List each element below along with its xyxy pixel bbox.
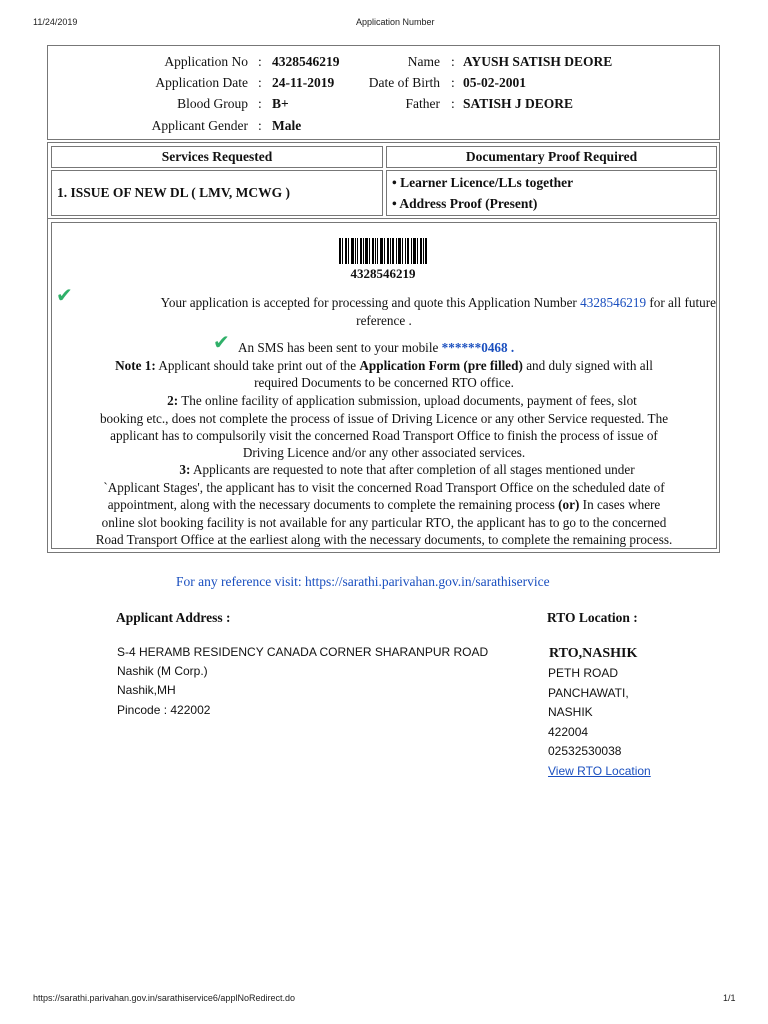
checkmark-icon: ✔	[213, 330, 230, 354]
services-header-cell	[51, 146, 383, 168]
accepted-message-line2: reference .	[356, 313, 412, 328]
blood-group-value: B+	[272, 96, 289, 111]
rto-address-line: NASHIK	[548, 705, 593, 719]
note1-line1	[52, 357, 716, 374]
note2-label: 2:	[167, 393, 179, 408]
applicant-address	[117, 643, 488, 720]
services-requested-header: Services Requested	[161, 149, 273, 164]
sep: :	[258, 54, 262, 69]
rto-address-line: 422004	[548, 724, 589, 739]
note3-line5: Road Transport Office at the earliest along with the necessary documents, to complete the remaining process.	[95, 532, 673, 547]
rto-location-heading: RTO Location :	[547, 610, 638, 625]
rto-address	[548, 664, 651, 781]
address-line: S-4 HERAMB RESIDENCY CANADA CORNER SHARANPUR ROAD	[117, 645, 489, 659]
note3-text: appointment, along with the necessary documents to complete the remaining process	[107, 497, 555, 512]
address-line: Nashik,MH	[117, 683, 176, 697]
checkmark-icon: ✔	[56, 283, 73, 307]
father-value: SATISH J DEORE	[463, 96, 574, 111]
rto-name: RTO,NASHIK	[549, 646, 638, 661]
sms-message	[238, 340, 514, 356]
blood-group-label: Blood Group	[177, 96, 248, 111]
dob-value: 05-02-2001	[463, 75, 526, 90]
rto-address-line: PANCHAWATI,	[548, 685, 629, 700]
sms-text: An SMS has been sent to your mobile	[238, 340, 439, 355]
view-rto-location-link[interactable]: View RTO Location	[548, 763, 651, 778]
sep: :	[258, 96, 262, 111]
print-date: 11/24/2019	[33, 17, 78, 27]
print-url: https://sarathi.parivahan.gov.in/sarathiservice6/applNoRedirect.do	[33, 993, 295, 1003]
accepted-number: 4328546219	[580, 295, 647, 310]
gender-label: Applicant Gender	[151, 118, 248, 133]
proof-item: • Learner Licence/LLs together	[392, 175, 574, 190]
app-no-label: Application No	[164, 54, 248, 69]
dob-label: Date of Birth	[368, 75, 440, 90]
sep: :	[451, 75, 455, 90]
note2-text: The online facility of application submission, upload documents, payment of fees, slot	[181, 393, 637, 408]
service-cell	[51, 170, 383, 216]
page-number: 1/1	[723, 993, 736, 1003]
note3-text-end: In cases where	[582, 497, 661, 512]
note3-line2: `Applicant Stages', the applicant has to visit the concerned Road Transport Office on the scheduled date of	[103, 480, 665, 495]
applicant-details-box	[47, 45, 720, 140]
sep: :	[258, 75, 262, 90]
note2-line1	[52, 392, 716, 409]
note2-line3: applicant has to compulsorily visit the concerned Road Transport Office to finish the process of issue of	[110, 428, 658, 443]
note3-line3	[52, 496, 716, 513]
sep: :	[451, 96, 455, 111]
note1-text: Applicant should take print out of the	[158, 358, 357, 373]
note3-line4: online slot booking facility is not available for any particular RTO, the applicant has to go to the concerned	[101, 515, 667, 530]
proof-item: • Address Proof (Present)	[392, 196, 538, 211]
note3-line1	[52, 461, 716, 478]
address-line: Pincode : 422002	[117, 702, 211, 717]
note2-line2: booking etc., does not complete the process of issue of Driving Licence or any other Service requested. The	[99, 411, 669, 426]
note1-text-end: and duly signed with all	[526, 358, 653, 373]
gender-value: Male	[272, 118, 302, 133]
reference-link[interactable]: For any reference visit: https://sarathi.parivahan.gov.in/sarathiservice	[176, 574, 550, 589]
note3-label: 3:	[179, 462, 191, 477]
barcode-number: 4328546219	[350, 266, 416, 281]
name-value: AYUSH SATISH DEORE	[463, 54, 613, 69]
print-title: Application Number	[356, 17, 435, 27]
accepted-message	[52, 294, 716, 311]
proof-cell	[386, 170, 717, 216]
sms-mobile: ******0468 .	[441, 340, 515, 355]
note1-label: Note 1:	[115, 358, 156, 373]
app-no-value: 4328546219	[272, 54, 340, 69]
rto-address-line: 02532530038	[548, 744, 622, 758]
note2-line4: Driving Licence and/or any other associated services.	[242, 445, 526, 460]
proof-header-cell	[386, 146, 717, 168]
note3-bold: (or)	[558, 497, 580, 512]
sep: :	[258, 118, 262, 133]
note3-text: Applicants are requested to note that after completion of all stages mentioned under	[192, 462, 635, 477]
service-requested: 1. ISSUE OF NEW DL ( LMV, MCWG )	[57, 185, 291, 200]
accepted-text-end: for all future	[649, 295, 716, 310]
address-line: Nashik (M Corp.)	[117, 663, 208, 678]
rto-address-line: PETH ROAD	[548, 666, 619, 680]
name-label: Name	[407, 54, 440, 69]
applicant-address-heading: Applicant Address :	[116, 610, 231, 625]
app-date-label: Application Date	[155, 75, 248, 90]
barcode	[339, 238, 427, 264]
proof-required-header: Documentary Proof Required	[465, 149, 638, 164]
note1-bold: Application Form (pre filled)	[359, 358, 523, 373]
accepted-text: Your application is accepted for processing and quote this Application Number	[160, 295, 577, 310]
app-date-value: 24-11-2019	[272, 75, 335, 90]
note1-line2: required Documents to be concerned RTO office.	[254, 375, 514, 390]
father-label: Father	[405, 96, 440, 111]
sep: :	[451, 54, 455, 69]
